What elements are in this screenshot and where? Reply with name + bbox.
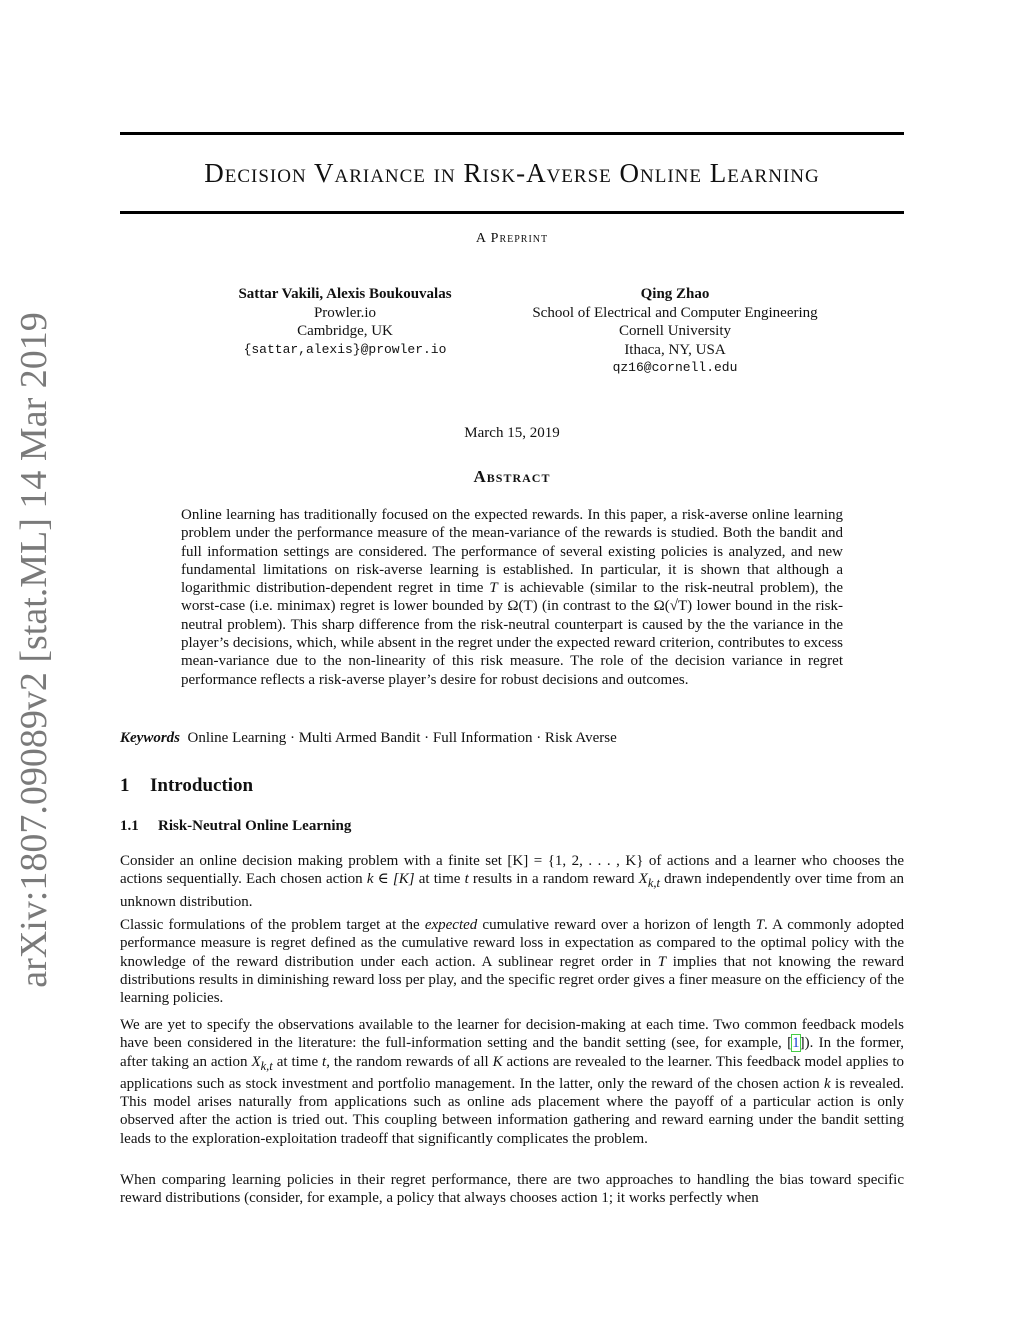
subsection-heading (120, 818, 351, 835)
math-subscript: k,t (260, 1058, 273, 1073)
author-affiliation: Prowler.io (313, 304, 377, 321)
paragraph: When comparing learning policies in their regret performance, there are two approaches to handling the bias toward specific reward distributions (consider, for example, a policy that always chooses action 1; it works perfectly when (120, 1172, 904, 1207)
abstract-text: Online learning has traditionally focused on the expected rewards. In this paper, a risk-averse online learning problem under the performance measure of the mean-variance of the rewards is studied. Both the bandit and full information settings are considered. The performance of several existing policies is analyzed, and new fundamental limitations on risk-averse learning is established. In particular, it is shown that although a logarithmic distribution-dependent regret in time (181, 507, 843, 597)
math-symbol: Ω(T) (507, 598, 538, 615)
math-symbol: X (251, 1053, 261, 1070)
paper-title: Decision Variance in Risk-Averse Online Learning (204, 158, 820, 188)
keywords-label: Keywords (120, 730, 180, 746)
math-symbol: T (489, 580, 498, 597)
abstract-body (181, 506, 843, 689)
subsection-title: Risk-Neutral Online Learning (158, 818, 352, 834)
math-symbol: K (492, 1053, 503, 1070)
math-symbol: Ω(√T) (653, 598, 693, 615)
abstract-heading: Abstract (473, 467, 551, 486)
math-subscript: k,t (647, 876, 660, 891)
math-expression: [K] = {1, 2, . . . , K} (507, 853, 644, 869)
citation-link[interactable]: 1 (792, 1035, 800, 1052)
author-name: Qing Zhao (640, 286, 710, 302)
keywords-list: Online Learning · Multi Armed Bandit · Full Information · Risk Averse (187, 730, 617, 746)
preprint-label: A Preprint (475, 231, 549, 246)
emphasis: expected (424, 917, 478, 933)
section-heading (120, 775, 253, 797)
math-symbol: T (657, 953, 667, 970)
author-email: qz16@cornell.edu (612, 360, 738, 375)
abstract-text: is achievable (similar to the risk-neutral problem), the worst-case (i.e. minimax) regret is lower bounded by (181, 580, 843, 615)
author-name: Sattar Vakili, Alexis Boukouvalas (238, 286, 452, 302)
author-email: {sattar,alexis}@prowler.io (243, 341, 447, 357)
keywords-line (120, 730, 904, 747)
title-rule-top (120, 132, 904, 135)
math-symbol: T (755, 917, 765, 933)
arxiv-identifier-stamp: arXiv:1807.09089v2 [stat.ML] 14 Mar 2019 (13, 312, 55, 988)
paper-date: March 15, 2019 (464, 425, 560, 441)
math-symbol: X (638, 871, 648, 888)
paragraph: Consider an online decision making problem with a finite set [K] = {1, 2, . . . , K} of actions and a learner who chooses the actions sequentially. Each chosen action k ∈ [K] at time t results in a random reward $X_{k,t}$ drawn independently over time from an unknown distribution. (120, 853, 905, 910)
math-symbol: k (824, 1075, 831, 1092)
abstract-text: (in contrast to the (537, 598, 654, 615)
math-symbol: t (322, 1053, 327, 1070)
author-institution: Cornell University (618, 323, 732, 339)
author-block-left (170, 285, 520, 359)
section-number: 1 (120, 775, 130, 796)
subsection-number: 1.1 (120, 818, 139, 834)
title-rule-bottom (120, 211, 904, 214)
math-expression: k ∈ [K] (366, 871, 415, 888)
author-block-right (500, 285, 850, 378)
abstract-text: lower bound in the risk-neutral problem). This sharp difference from the risk-neutral counterpart is caused by the the variance in the player’s decisions, which, while absent in the regret under the expected reward criterion, contributes to excess mean-variance due to the non-linearity of this risk measure. The role of the decision variance in regret performance reflects a risk-averse player’s desire for robust decisions and outcomes. (181, 598, 844, 688)
paragraph: We are yet to specify the observations available to the learner for decision-making at each time. Two common feedback models have been considered in the literature: the full-information setting and the bandit setting (see, for example, [1]). In the former, after taking an action $X_{k,t}$ at time t, the random rewards of all K actions are revealed to the learner. This feedback model applies to applications such as stock investment and portfolio management. In the latter, only the reward of the chosen action k is revealed. This model arises naturally from applications such as online ads placement where the payoff of a particular action is only observed after the action is tried out. This coupling between information gathering and reward earning under the bandit setting leads to the exploration-exploitation tradeoff that significantly complicates the problem. (120, 1017, 904, 1147)
paragraph: Classic formulations of the problem target at the expected cumulative reward over a horizon of length T. A commonly adopted performance measure is regret defined as the cumulative reward loss in expectation as compared to the optimal policy with the knowledge of the reward distribution under each action. A sublinear regret order in T implies that not knowing the reward distributions results in diminishing reward loss per play, and the specific regret order gives a finer measure on the efficiency of the learning policies. (120, 917, 904, 1007)
math-symbol: t (464, 871, 469, 888)
author-location: Cambridge, UK (297, 323, 393, 339)
author-location: Ithaca, NY, USA (624, 341, 726, 358)
author-affiliation: School of Electrical and Computer Engineering (532, 304, 818, 321)
section-title: Introduction (150, 775, 254, 796)
